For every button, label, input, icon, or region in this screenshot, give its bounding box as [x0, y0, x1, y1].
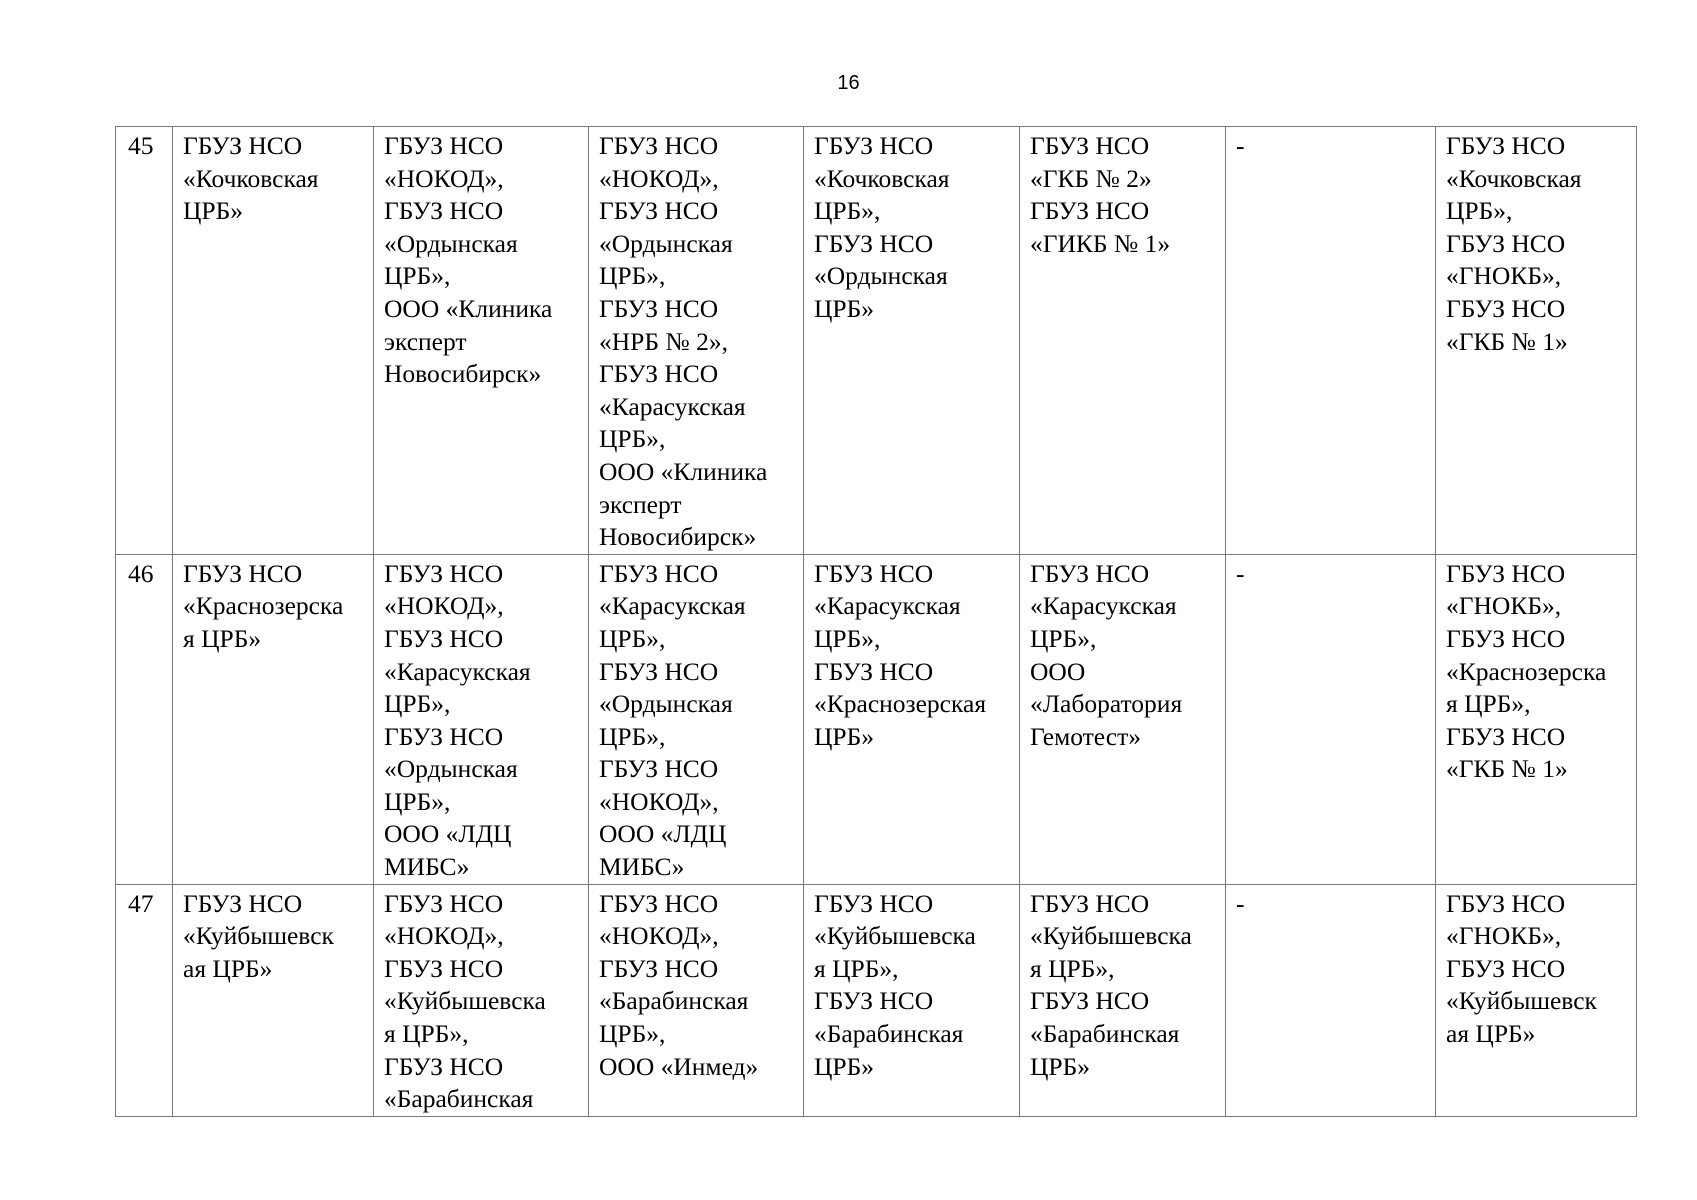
table-cell: ГБУЗ НСО «Карасукская ЦРБ», ГБУЗ НСО «Ордынская ЦРБ», ГБУЗ НСО «НОКОД», ООО «ЛДЦ МИБС»: [589, 554, 804, 884]
page-number: 16: [837, 72, 860, 94]
table-row: [116, 127, 1637, 555]
table-cell: ГБУЗ НСО «НОКОД», ГБУЗ НСО «Карасукская ЦРБ», ГБУЗ НСО «Ордынская ЦРБ», ООО «ЛДЦ МИБС»: [374, 554, 589, 884]
table-cell: -: [1226, 884, 1436, 1116]
medical-organizations-table: [115, 126, 1637, 1117]
table-cell: ГБУЗ НСО «Карасукская ЦРБ», ГБУЗ НСО «Краснозерская ЦРБ»: [804, 554, 1020, 884]
table-cell: ГБУЗ НСО «Кочковская ЦРБ»: [173, 127, 374, 555]
table-cell: ГБУЗ НСО «ГКБ № 2» ГБУЗ НСО «ГИКБ № 1»: [1020, 127, 1226, 555]
row-number: 45: [116, 127, 173, 555]
table-cell: -: [1226, 127, 1436, 555]
table-cell: ГБУЗ НСО «ГНОКБ», ГБУЗ НСО «Куйбышевск ая ЦРБ»: [1436, 884, 1637, 1116]
table-cell: ГБУЗ НСО «Краснозерска я ЦРБ»: [173, 554, 374, 884]
table-row: [116, 554, 1637, 884]
row-number: 47: [116, 884, 173, 1116]
table-cell: ГБУЗ НСО «НОКОД», ГБУЗ НСО «Ордынская ЦРБ», ООО «Клиника эксперт Новосибирск»: [374, 127, 589, 555]
table-cell: ГБУЗ НСО «Кочковская ЦРБ», ГБУЗ НСО «Ордынская ЦРБ»: [804, 127, 1020, 555]
table-cell: ГБУЗ НСО «Куйбышевск ая ЦРБ»: [173, 884, 374, 1116]
table-cell: ГБУЗ НСО «Кочковская ЦРБ», ГБУЗ НСО «ГНОКБ», ГБУЗ НСО «ГКБ № 1»: [1436, 127, 1637, 555]
table-cell: ГБУЗ НСО «НОКОД», ГБУЗ НСО «Барабинская ЦРБ», ООО «Инмед»: [589, 884, 804, 1116]
table-cell: ГБУЗ НСО «ГНОКБ», ГБУЗ НСО «Краснозерска я ЦРБ», ГБУЗ НСО «ГКБ № 1»: [1436, 554, 1637, 884]
table-row: [116, 884, 1637, 1116]
table-cell: ГБУЗ НСО «Куйбышевска я ЦРБ», ГБУЗ НСО «Барабинская ЦРБ»: [804, 884, 1020, 1116]
table-cell: ГБУЗ НСО «Куйбышевска я ЦРБ», ГБУЗ НСО «Барабинская ЦРБ»: [1020, 884, 1226, 1116]
table-cell: ГБУЗ НСО «Карасукская ЦРБ», ООО «Лаборатория Гемотест»: [1020, 554, 1226, 884]
table-cell: ГБУЗ НСО «НОКОД», ГБУЗ НСО «Ордынская ЦРБ», ГБУЗ НСО «НРБ № 2», ГБУЗ НСО «Карасукская ЦРБ», ООО «Клиника эксперт Новосибирск»: [589, 127, 804, 555]
table-cell: ГБУЗ НСО «НОКОД», ГБУЗ НСО «Куйбышевска я ЦРБ», ГБУЗ НСО «Барабинская: [374, 884, 589, 1116]
row-number: 46: [116, 554, 173, 884]
table-cell: -: [1226, 554, 1436, 884]
